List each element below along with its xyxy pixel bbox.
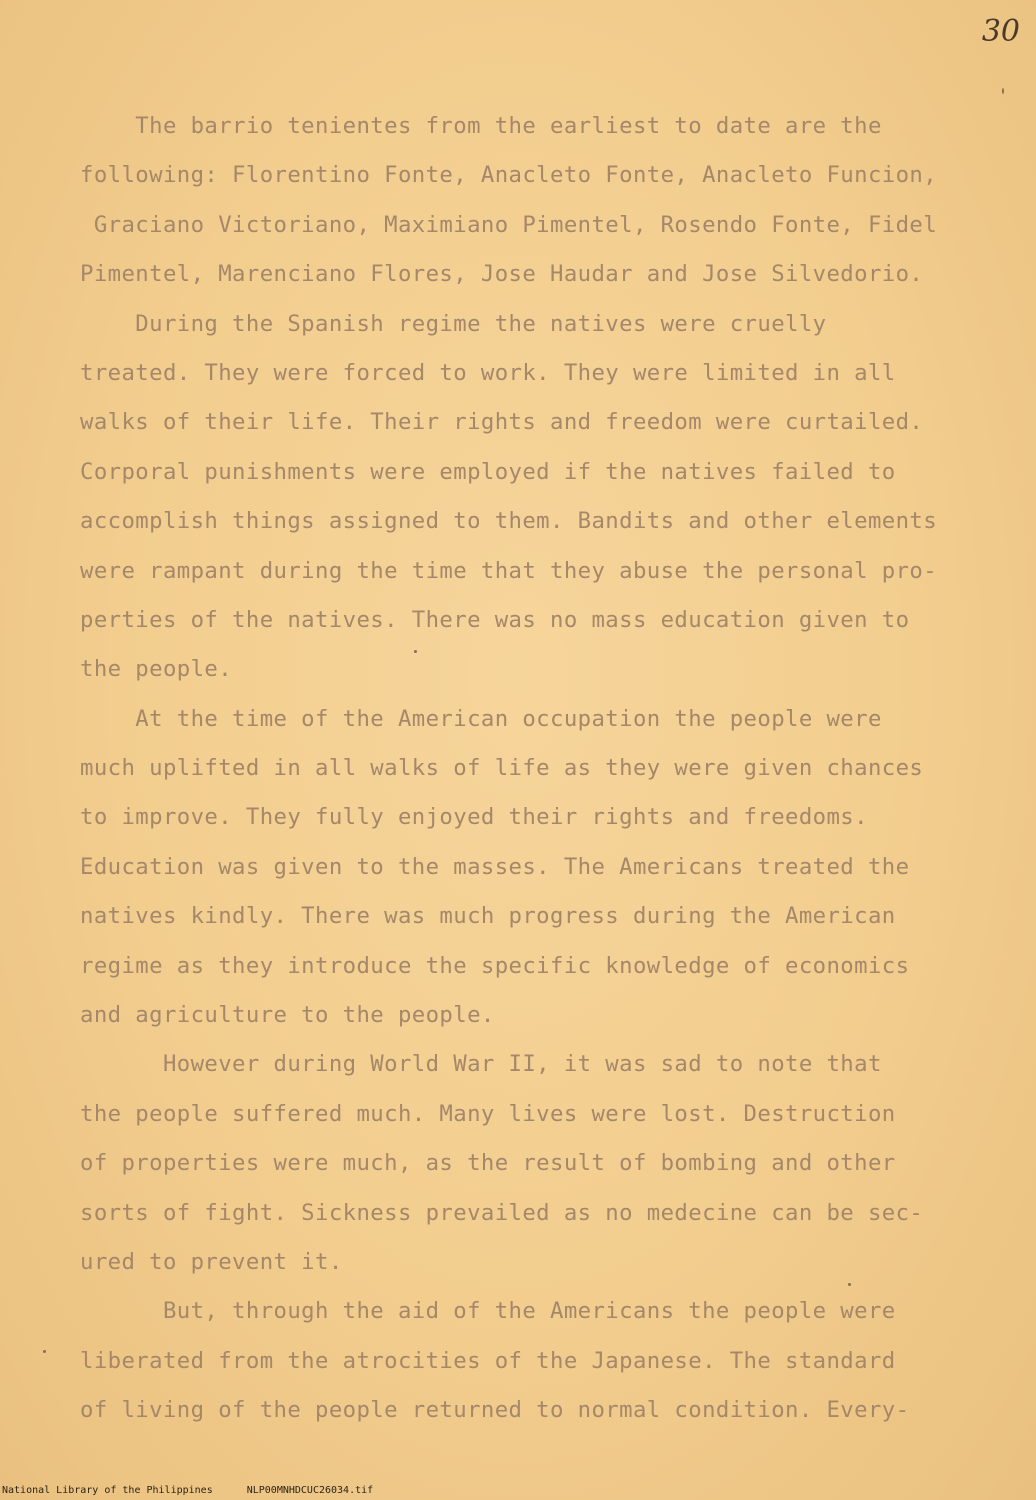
filename-label: NLP00MNHDCUC26034.tif [246, 1485, 374, 1496]
text-line: Pimentel, Marenciano Flores, Jose Haudar and Jose Silvedorio. [80, 261, 924, 288]
text-line: the people. [80, 656, 233, 683]
text-line: sorts of fight. Sickness prevailed as no medecine can be sec- [80, 1199, 924, 1226]
text-line: much uplifted in all walks of life as they were given chances [80, 755, 924, 782]
ink-speck [848, 1283, 851, 1286]
text-line: During the Spanish regime the natives were cruelly [80, 310, 827, 337]
library-label: National Library of the Philippines [2, 1485, 213, 1496]
text-line: At the time of the American occupation the people were [80, 705, 882, 732]
text-line: The barrio tenientes from the earliest to date are the [80, 113, 882, 139]
text-line: natives kindly. There was much progress during the American [80, 903, 896, 930]
text-line: But, through the aid of the Americans the people were [80, 1298, 896, 1325]
text-line: to improve. They fully enjoyed their rights and freedoms. [80, 804, 868, 831]
archive-footer [2, 1485, 407, 1496]
text-line: of living of the people returned to normal condition. Every- [80, 1397, 910, 1424]
text-line: walks of their life. Their rights and freedom were curtailed. [80, 409, 924, 436]
ink-speck [1002, 88, 1004, 94]
text-line: were rampant during the time that they abuse the personal pro- [80, 557, 938, 584]
text-line: liberated from the atrocities of the Japanese. The standard [80, 1347, 896, 1374]
text-line: following: Florentino Fonte, Anacleto Fonte, Anacleto Funcion, [80, 162, 938, 189]
page-number: 30 [981, 14, 1020, 49]
text-line: perties of the natives. There was no mass education given to [80, 606, 910, 633]
text-line: treated. They were forced to work. They were limited in all [80, 359, 896, 386]
text-line: Corporal punishments were employed if the natives failed to [80, 458, 896, 485]
body-text [80, 102, 985, 1436]
ink-speck [43, 1350, 46, 1353]
text-line: of properties were much, as the result of bombing and other [80, 1150, 896, 1177]
text-line: Education was given to the masses. The Americans treated the [80, 853, 910, 880]
text-line: and agriculture to the people. [80, 1002, 495, 1029]
text-line: However during World War II, it was sad to note that [80, 1051, 882, 1078]
text-line: Graciano Victoriano, Maximiano Pimentel, Rosendo Fonte, Fidel [80, 211, 938, 238]
ink-speck [414, 650, 417, 653]
text-line: regime as they introduce the specific knowledge of economics [80, 952, 910, 979]
text-line: ured to prevent it. [80, 1248, 343, 1275]
text-line: the people suffered much. Many lives were lost. Destruction [80, 1100, 896, 1127]
text-line: accomplish things assigned to them. Bandits and other elements [80, 508, 938, 535]
